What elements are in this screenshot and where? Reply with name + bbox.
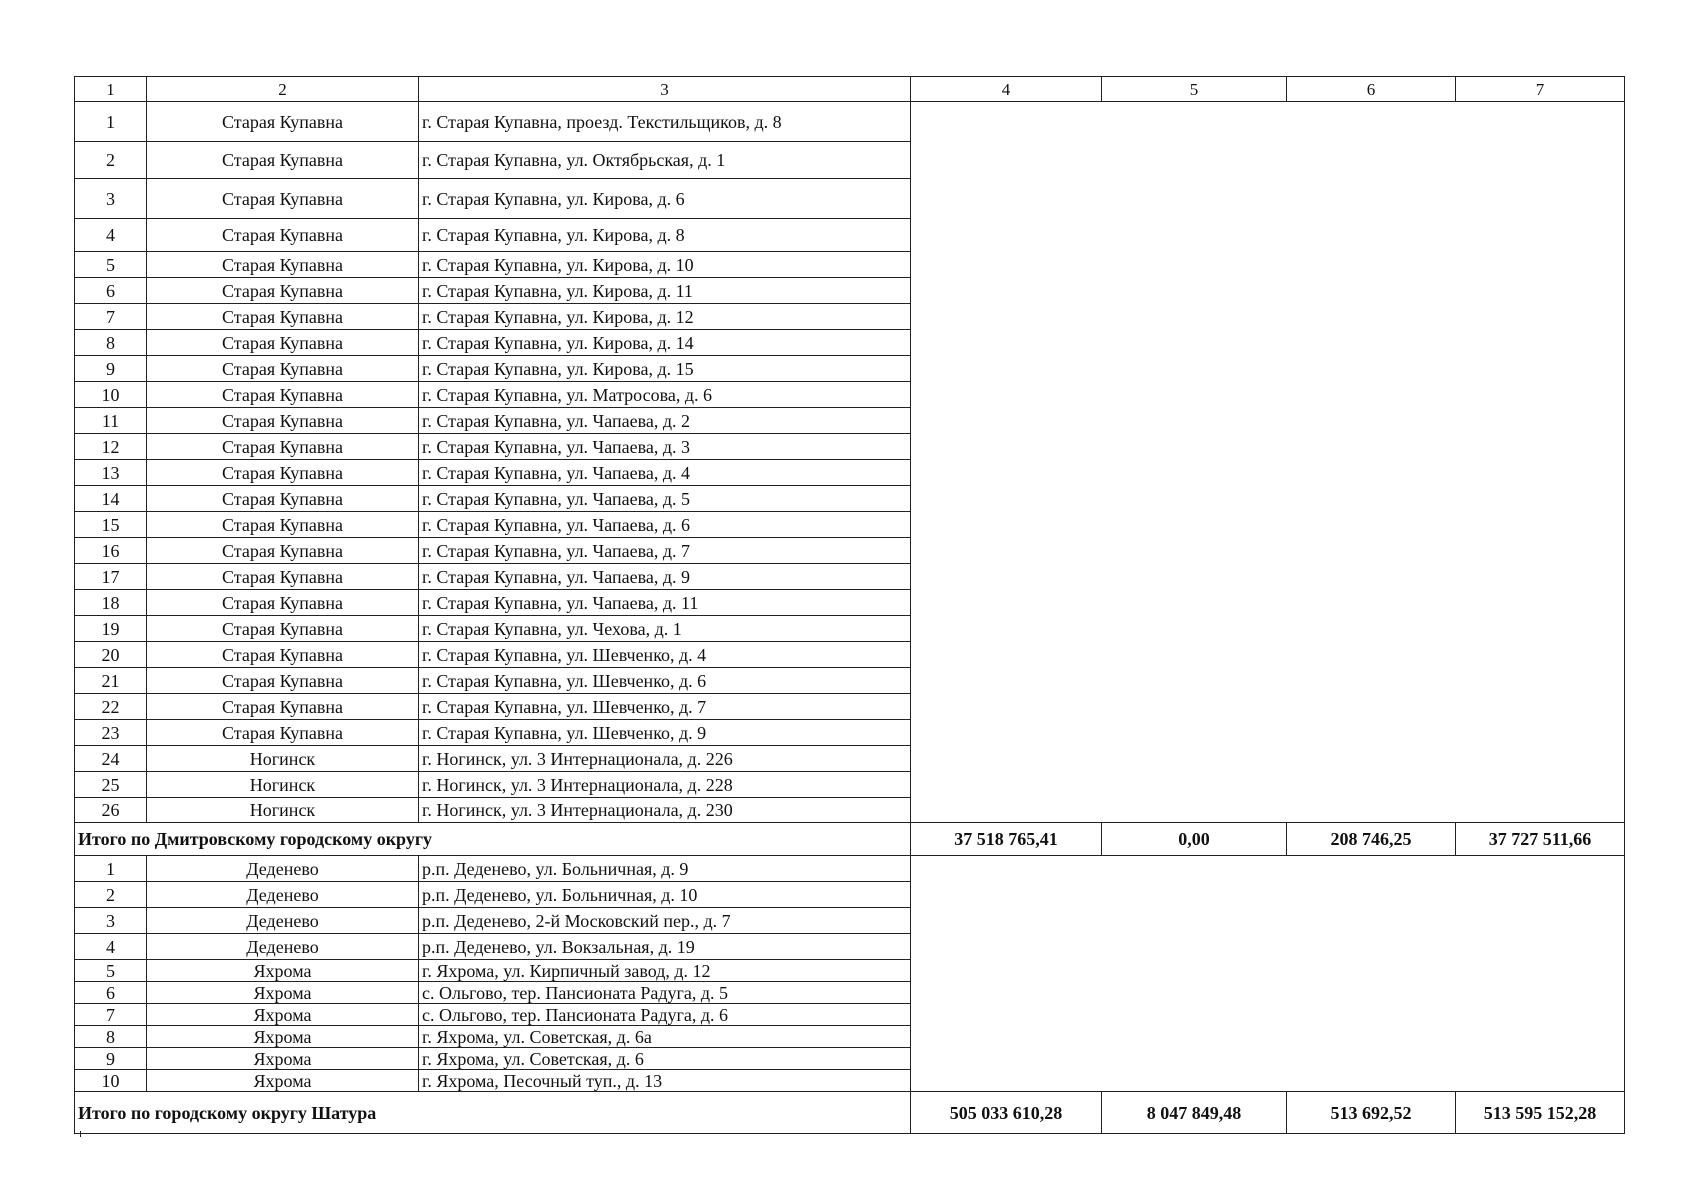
total-col-4: 505 033 610,28 [911,1092,1102,1134]
row-number-cell: 3 [75,179,147,219]
address-cell: г. Ногинск, ул. 3 Интернационала, д. 228 [419,772,911,798]
column-number-row [75,77,1625,102]
empty-value-block [911,102,1625,823]
locality-cell: Старая Купавна [147,330,419,356]
locality-cell: Старая Купавна [147,434,419,460]
row-number-cell: 21 [75,668,147,694]
header-cell: 2 [147,77,419,102]
locality-cell: Яхрома [147,1004,419,1026]
address-cell: г. Старая Купавна, ул. Кирова, д. 6 [419,179,911,219]
locality-cell: Старая Купавна [147,720,419,746]
row-number-cell: 5 [75,252,147,278]
locality-cell: Ногинск [147,798,419,823]
locality-cell: Старая Купавна [147,142,419,179]
address-cell: г. Старая Купавна, ул. Октябрьская, д. 1 [419,142,911,179]
address-cell: г. Старая Купавна, ул. Кирова, д. 11 [419,278,911,304]
locality-cell: Старая Купавна [147,304,419,330]
address-cell: р.п. Деденево, ул. Вокзальная, д. 19 [419,934,911,960]
address-cell: г. Старая Купавна, ул. Кирова, д. 8 [419,219,911,252]
address-cell: г. Старая Купавна, ул. Кирова, д. 15 [419,356,911,382]
header-cell: 7 [1456,77,1625,102]
address-cell: г. Старая Купавна, ул. Шевченко, д. 9 [419,720,911,746]
row-number-cell: 14 [75,486,147,512]
row-number-cell: 17 [75,564,147,590]
row-number-cell: 9 [75,1048,147,1070]
address-cell: г. Старая Купавна, ул. Кирова, д. 14 [419,330,911,356]
address-cell: р.п. Деденево, ул. Больничная, д. 10 [419,882,911,908]
total-col-5: 8 047 849,48 [1102,1092,1287,1134]
locality-cell: Старая Купавна [147,486,419,512]
row-number-cell: 2 [75,882,147,908]
address-cell: г. Старая Купавна, ул. Чапаева, д. 3 [419,434,911,460]
locality-cell: Старая Купавна [147,382,419,408]
locality-cell: Старая Купавна [147,538,419,564]
address-cell: г. Старая Купавна, проезд. Текстильщиков, д. 8 [419,102,911,142]
address-cell: г. Старая Купавна, ул. Чапаева, д. 7 [419,538,911,564]
address-cell: г. Ногинск, ул. 3 Интернационала, д. 226 [419,746,911,772]
row-number-cell: 6 [75,278,147,304]
address-cell: г. Старая Купавна, ул. Чапаева, д. 4 [419,460,911,486]
header-cell: 6 [1287,77,1456,102]
address-cell: г. Старая Купавна, ул. Шевченко, д. 6 [419,668,911,694]
address-cell: г. Старая Купавна, ул. Чапаева, д. 5 [419,486,911,512]
row-number-cell: 4 [75,219,147,252]
row-number-cell: 9 [75,356,147,382]
address-cell: г. Старая Купавна, ул. Чехова, д. 1 [419,616,911,642]
locality-cell: Старая Купавна [147,102,419,142]
total-col-6: 513 692,52 [1287,1092,1456,1134]
address-cell: г. Яхрома, ул. Советская, д. 6а [419,1026,911,1048]
total-row [75,823,1625,856]
locality-cell: Яхрома [147,1048,419,1070]
locality-cell: Старая Купавна [147,179,419,219]
table-row [75,102,1625,142]
total-col-7: 513 595 152,28 [1456,1092,1625,1134]
address-cell: р.п. Деденево, 2-й Московский пер., д. 7 [419,908,911,934]
total-row [75,1092,1625,1134]
row-number-cell: 7 [75,304,147,330]
address-cell: г. Яхрома, ул. Кирпичный завод, д. 12 [419,960,911,982]
row-number-cell: 16 [75,538,147,564]
row-number-cell: 25 [75,772,147,798]
locality-cell: Старая Купавна [147,512,419,538]
empty-value-block [911,856,1625,1092]
total-col-7: 37 727 511,66 [1456,823,1625,856]
locality-cell: Ногинск [147,746,419,772]
header-cell: 3 [419,77,911,102]
header-cell: 1 [75,77,147,102]
total-col-5: 0,00 [1102,823,1287,856]
row-number-cell: 11 [75,408,147,434]
locality-cell: Старая Купавна [147,668,419,694]
row-number-cell: 4 [75,934,147,960]
row-number-cell: 22 [75,694,147,720]
row-number-cell: 10 [75,382,147,408]
table-row [75,856,1625,882]
locality-cell: Старая Купавна [147,642,419,668]
address-cell: г. Старая Купавна, ул. Чапаева, д. 11 [419,590,911,616]
row-number-cell: 26 [75,798,147,823]
locality-cell: Старая Купавна [147,278,419,304]
row-number-cell: 23 [75,720,147,746]
address-cell: г. Яхрома, ул. Советская, д. 6 [419,1048,911,1070]
address-cell: г. Старая Купавна, ул. Кирова, д. 12 [419,304,911,330]
address-cell: г. Старая Купавна, ул. Чапаева, д. 2 [419,408,911,434]
row-number-cell: 20 [75,642,147,668]
total-label: Итого по городскому округу Шатура [75,1092,911,1134]
row-number-cell: 13 [75,460,147,486]
locality-cell: Старая Купавна [147,408,419,434]
locality-cell: Деденево [147,934,419,960]
locality-cell: Яхрома [147,1070,419,1092]
total-col-4: 37 518 765,41 [911,823,1102,856]
row-number-cell: 8 [75,1026,147,1048]
total-col-6: 208 746,25 [1287,823,1456,856]
row-number-cell: 1 [75,856,147,882]
address-cell: г. Старая Купавна, ул. Шевченко, д. 4 [419,642,911,668]
locality-cell: Старая Купавна [147,219,419,252]
locality-cell: Деденево [147,908,419,934]
address-cell: г. Старая Купавна, ул. Шевченко, д. 7 [419,694,911,720]
locality-cell: Деденево [147,856,419,882]
locality-cell: Старая Купавна [147,564,419,590]
row-number-cell: 19 [75,616,147,642]
row-number-cell: 18 [75,590,147,616]
row-number-cell: 10 [75,1070,147,1092]
locality-cell: Старая Купавна [147,356,419,382]
address-cell: г. Старая Купавна, ул. Матросова, д. 6 [419,382,911,408]
address-cell: г. Старая Купавна, ул. Кирова, д. 10 [419,252,911,278]
address-cell: с. Ольгово, тер. Пансионата Радуга, д. 6 [419,1004,911,1026]
locality-cell: Старая Купавна [147,460,419,486]
locality-cell: Старая Купавна [147,616,419,642]
row-number-cell: 5 [75,960,147,982]
locality-cell: Яхрома [147,1026,419,1048]
data-table [74,76,1625,1134]
row-number-cell: 8 [75,330,147,356]
row-number-cell: 24 [75,746,147,772]
locality-cell: Яхрома [147,982,419,1004]
locality-cell: Деденево [147,882,419,908]
locality-cell: Старая Купавна [147,694,419,720]
row-number-cell: 3 [75,908,147,934]
row-number-cell: 7 [75,1004,147,1026]
header-cell: 5 [1102,77,1287,102]
address-cell: г. Яхрома, Песочный туп., д. 13 [419,1070,911,1092]
locality-cell: Ногинск [147,772,419,798]
address-cell: р.п. Деденево, ул. Больничная, д. 9 [419,856,911,882]
row-number-cell: 6 [75,982,147,1004]
table-edge-stub [80,1131,81,1137]
address-cell: г. Старая Купавна, ул. Чапаева, д. 6 [419,512,911,538]
address-cell: с. Ольгово, тер. Пансионата Радуга, д. 5 [419,982,911,1004]
locality-cell: Старая Купавна [147,590,419,616]
address-cell: г. Старая Купавна, ул. Чапаева, д. 9 [419,564,911,590]
total-label: Итого по Дмитровскому городскому округу [75,823,911,856]
address-cell: г. Ногинск, ул. 3 Интернационала, д. 230 [419,798,911,823]
header-cell: 4 [911,77,1102,102]
row-number-cell: 1 [75,102,147,142]
row-number-cell: 15 [75,512,147,538]
row-number-cell: 12 [75,434,147,460]
row-number-cell: 2 [75,142,147,179]
locality-cell: Старая Купавна [147,252,419,278]
locality-cell: Яхрома [147,960,419,982]
